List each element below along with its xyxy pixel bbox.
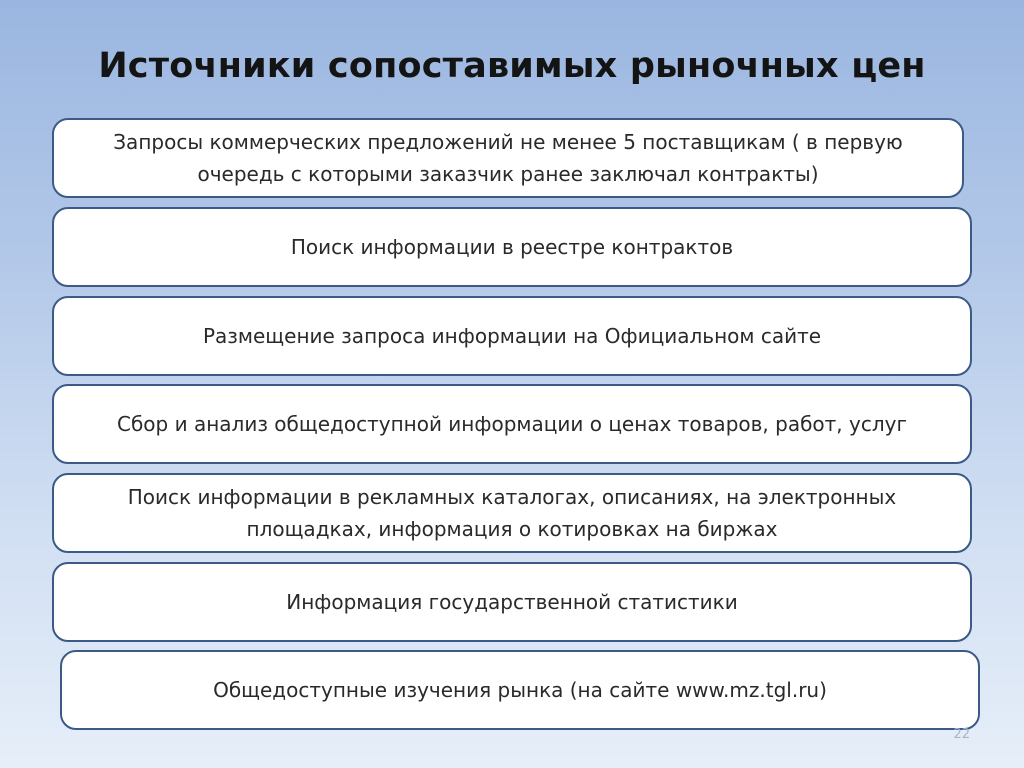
slide-number: 22 (953, 727, 970, 742)
source-text: Размещение запроса информации на Официальном сайте (202, 324, 822, 348)
source-text: Запросы коммерческих предложений не менее 5 поставщикам ( в первую очередь с которыми заказчик ранее заключал контракты) (113, 130, 903, 186)
source-box-state-statistics (52, 562, 972, 642)
source-box-market-studies (60, 650, 980, 730)
source-text: Информация государственной статистики (286, 590, 738, 614)
source-text: Поиск информации в рекламных каталогах, описаниях, на электронных площадках, информация о котировках на биржах (127, 485, 897, 541)
source-box-catalogs-exchanges (52, 473, 972, 553)
source-text: Поиск информации в реестре контрактов (290, 235, 734, 259)
source-box-commercial-offers (52, 118, 964, 198)
source-box-public-price-analysis (52, 384, 972, 464)
source-text: Общедоступные изучения рынка (на сайте www.mz.tgl.ru) (213, 678, 827, 702)
slide-title: Источники сопоставимых рыночных цен (98, 46, 926, 86)
source-box-contract-registry (52, 207, 972, 287)
source-text: Сбор и анализ общедоступной информации о ценах товаров, работ, услуг (117, 412, 907, 436)
source-box-official-site-request (52, 296, 972, 376)
